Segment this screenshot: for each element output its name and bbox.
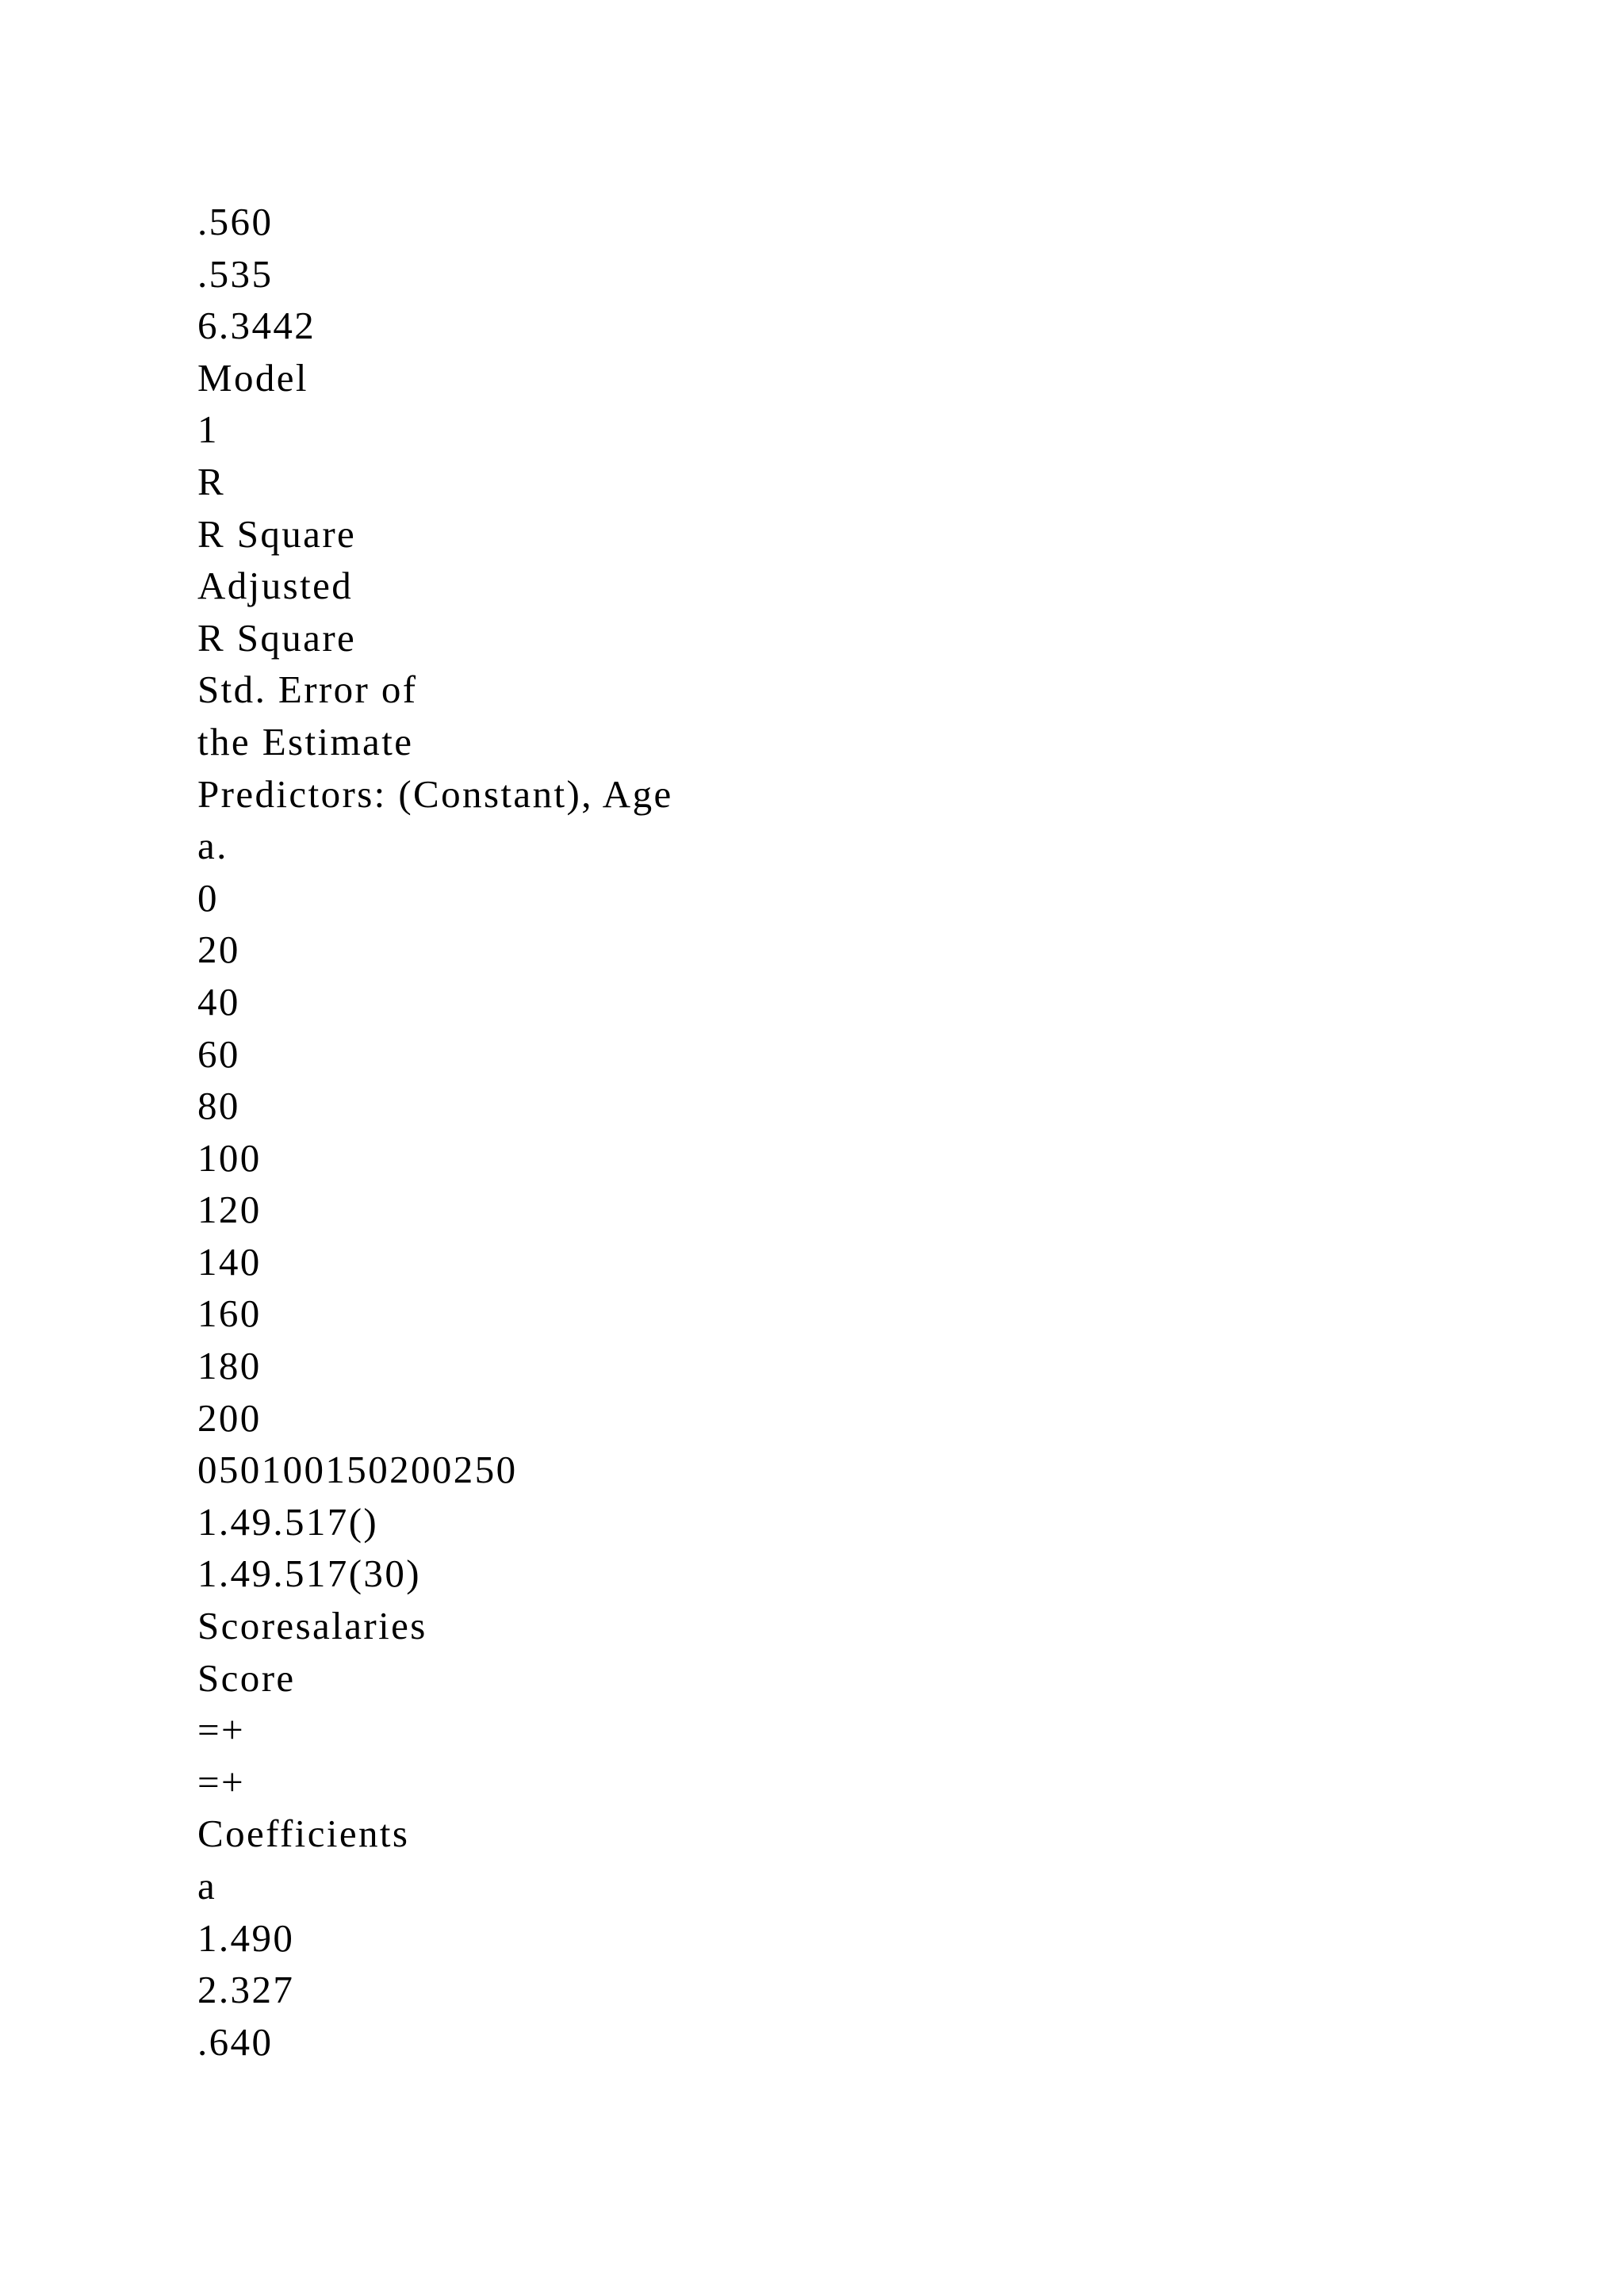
text-line: 60 xyxy=(197,1031,240,1076)
text-line: a. xyxy=(197,824,228,868)
text-line: 160 xyxy=(197,1292,262,1336)
text-line: 1 xyxy=(197,408,219,452)
text-line: =+ xyxy=(197,1708,246,1752)
text-line: Std. Error of xyxy=(197,668,418,712)
text-line: Model xyxy=(197,355,308,400)
text-line: Score xyxy=(197,1655,296,1700)
text-line: 2.327 xyxy=(197,1968,295,2012)
text-line: R Square xyxy=(197,615,357,660)
text-line: 6.3442 xyxy=(197,304,316,348)
text-line: 80 xyxy=(197,1084,240,1128)
text-column xyxy=(197,196,1545,2068)
text-line: Adjusted xyxy=(197,564,354,608)
text-line: 050100150200250 xyxy=(197,1448,518,1492)
text-line: 100 xyxy=(197,1135,262,1180)
text-line: 1.49.517() xyxy=(197,1499,379,1544)
text-line: 1.490 xyxy=(197,1915,295,1960)
text-line: Coefficients xyxy=(197,1812,410,1856)
text-line: 0 xyxy=(197,875,219,920)
text-line: the Estimate xyxy=(197,719,414,763)
text-line: 140 xyxy=(197,1239,262,1284)
text-line: 20 xyxy=(197,928,240,972)
text-line: 1.49.517(30) xyxy=(197,1552,421,1596)
text-line: .560 xyxy=(197,200,274,243)
text-line: Predictors: (Constant), Age xyxy=(197,771,673,816)
text-line: .640 xyxy=(197,2019,274,2064)
text-line: R Square xyxy=(197,511,357,556)
text-line: 180 xyxy=(197,1344,262,1388)
text-line: R xyxy=(197,459,226,503)
text-line: .535 xyxy=(197,251,274,296)
text-line: 40 xyxy=(197,979,240,1024)
text-line: Scoresalaries xyxy=(197,1604,427,1648)
text-line: a xyxy=(197,1864,217,1908)
text-line: 200 xyxy=(197,1395,262,1440)
text-line: =+ xyxy=(197,1759,246,1804)
text-line: 120 xyxy=(197,1188,262,1232)
